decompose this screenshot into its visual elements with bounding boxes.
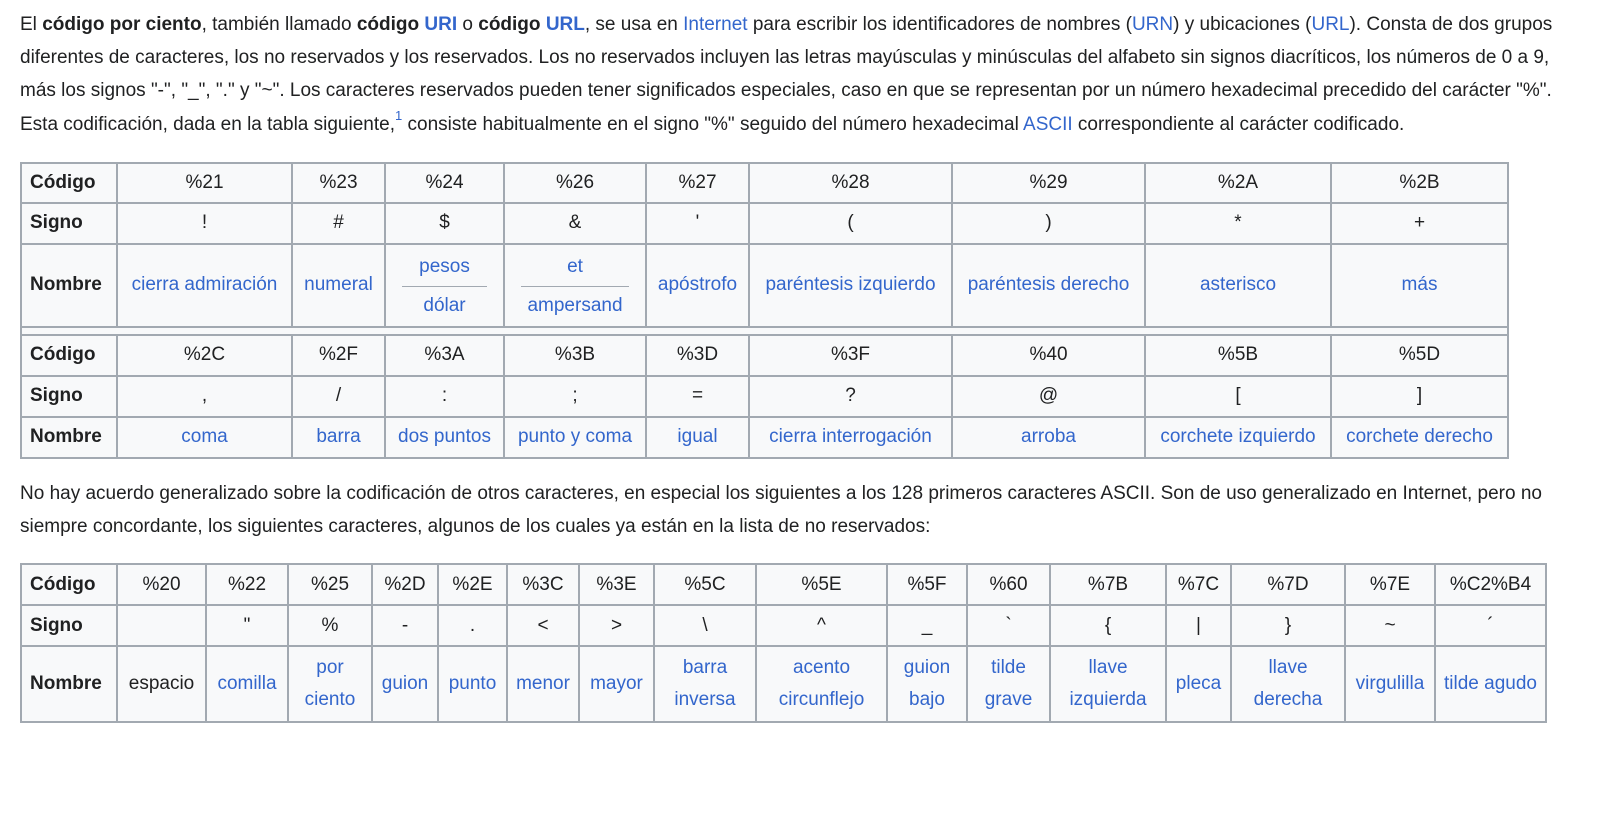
code-cell: %29	[952, 163, 1145, 203]
name-cell	[952, 417, 1145, 458]
code-cell: %7E	[1345, 564, 1435, 605]
sign-row-header: Signo	[21, 203, 117, 244]
character-name-link[interactable]: barra	[316, 426, 361, 448]
character-name-link[interactable]: tilde grave	[984, 657, 1033, 711]
code-cell: %22	[206, 564, 288, 605]
name-cell	[756, 646, 887, 722]
sign-cell	[117, 605, 206, 646]
sign-cell: &	[504, 203, 646, 244]
code-cell: %25	[288, 564, 372, 605]
name-cell	[288, 646, 372, 722]
name-cell	[579, 646, 654, 722]
name-cell	[1145, 244, 1331, 327]
code-row-header: Código	[21, 564, 117, 605]
sign-cell: (	[749, 203, 952, 244]
link-url[interactable]: URL	[1311, 14, 1350, 35]
code-row	[21, 335, 1508, 376]
sign-cell: %	[288, 605, 372, 646]
sign-cell: @	[952, 376, 1145, 417]
character-name-link[interactable]: virgulilla	[1355, 673, 1425, 695]
sign-row	[21, 605, 1546, 646]
sign-cell: :	[385, 376, 504, 417]
character-name-link[interactable]: cierra admiración	[131, 274, 278, 296]
code-cell: %28	[749, 163, 952, 203]
intro-text: o	[457, 14, 479, 35]
character-name-link[interactable]: guion bajo	[903, 657, 951, 711]
link-urn[interactable]: URN	[1131, 14, 1174, 35]
sign-row-header: Signo	[21, 376, 117, 417]
name-cell: espacio	[117, 646, 206, 722]
sign-cell: ^	[756, 605, 887, 646]
character-name-link[interactable]: barra inversa	[674, 657, 736, 711]
name-cell	[952, 244, 1145, 327]
intro-text: ). Consta de dos grupos diferentes de caracteres, los no reservados y los reservados. Los no reservados incluyen las letras mayúsculas y minúsculas del alfabeto sin signos diacríticos, los números de 0 a 9, más los signos "-", "_", "." y "~". Los caracteres reservados pueden tener significados especiales, caso en que se representan por un número hexadecimal precedido del carácter "%". Esta codificación, dada en la tabla siguiente,	[20, 14, 1553, 135]
intro-text: consiste habitualmente en el signo "%" seguido del número hexadecimal	[402, 113, 1024, 135]
name-cell	[1331, 417, 1508, 458]
character-name-link[interactable]: dos puntos	[398, 426, 491, 448]
name-cell-split	[385, 244, 504, 327]
character-name-link[interactable]: numeral	[304, 274, 373, 296]
intro-text: , se usa en	[584, 14, 684, 35]
name-row-header: Nombre	[21, 646, 117, 722]
name-row	[21, 244, 1508, 327]
sign-cell: [	[1145, 376, 1331, 417]
code-cell: %2A	[1145, 163, 1331, 203]
sign-row	[21, 376, 1508, 417]
sign-cell: !	[117, 203, 292, 244]
character-name-link[interactable]: llave derecha	[1253, 657, 1323, 711]
separator-cell	[21, 327, 1508, 335]
character-name-link[interactable]: igual	[677, 426, 718, 448]
block-separator	[21, 327, 1508, 335]
character-name-link[interactable]: dólar	[423, 294, 466, 316]
name-row	[21, 646, 1546, 722]
code-cell: %23	[292, 163, 385, 203]
other-characters-table	[20, 563, 1547, 723]
code-cell: %20	[117, 564, 206, 605]
name-row-header: Nombre	[21, 244, 117, 327]
code-cell: %2B	[1331, 163, 1508, 203]
sign-cell: ;	[504, 376, 646, 417]
name-cell	[206, 646, 288, 722]
sign-cell: +	[1331, 203, 1508, 244]
sign-cell: "	[206, 605, 288, 646]
name-cell	[1145, 417, 1331, 458]
name-cell	[749, 244, 952, 327]
character-name-link[interactable]: paréntesis derecho	[967, 274, 1130, 296]
character-name-link[interactable]: acento circunflejo	[778, 657, 865, 711]
name-cell	[507, 646, 579, 722]
code-row	[21, 163, 1508, 203]
name-cell	[1435, 646, 1546, 722]
sign-cell: |	[1166, 605, 1231, 646]
code-row-header: Código	[21, 163, 117, 203]
character-name-link[interactable]: corchete derecho	[1346, 426, 1493, 448]
link-internet[interactable]: Internet	[683, 14, 748, 35]
name-cell	[1331, 244, 1508, 327]
intro-text: ) y ubicaciones (	[1173, 14, 1312, 35]
sign-cell: >	[579, 605, 654, 646]
code-cell: %5E	[756, 564, 887, 605]
code-cell: %7C	[1166, 564, 1231, 605]
sign-cell: <	[507, 605, 579, 646]
name-cell	[646, 417, 749, 458]
character-name-link[interactable]: tilde agudo	[1444, 673, 1537, 695]
code-row	[21, 564, 1546, 605]
reserved-characters-table	[20, 162, 1509, 459]
link-ascii[interactable]: ASCII	[1023, 113, 1073, 135]
character-name-link[interactable]: et	[567, 255, 583, 277]
character-name-link[interactable]: apóstrofo	[657, 274, 738, 296]
sign-cell: ,	[117, 376, 292, 417]
name-cell	[1231, 646, 1345, 722]
character-name-link[interactable]: corchete izquierdo	[1160, 426, 1316, 448]
code-cell: %3B	[504, 335, 646, 376]
name-cell-split	[504, 244, 646, 327]
sign-cell: ]	[1331, 376, 1508, 417]
code-cell: %3D	[646, 335, 749, 376]
code-cell: %60	[967, 564, 1050, 605]
sign-cell: *	[1145, 203, 1331, 244]
code-cell: %5B	[1145, 335, 1331, 376]
character-name-link[interactable]: menor	[516, 673, 570, 695]
second-paragraph: No hay acuerdo generalizado sobre la codificación de otros caracteres, en especial los siguientes a los 128 primeros caracteres ASCII. Son de uso generalizado en Internet, pero no siempre concordante, los siguientes caracteres, algunos de los cuales ya están en la lista de no reservados:	[20, 482, 1542, 538]
sign-cell: ~	[1345, 605, 1435, 646]
name-cell	[654, 646, 756, 722]
term-codigo-url: código URL	[478, 14, 585, 35]
intro-paragraph	[20, 8, 1580, 141]
name-cell	[887, 646, 967, 722]
code-cell: %21	[117, 163, 292, 203]
name-cell	[504, 417, 646, 458]
sign-cell: )	[952, 203, 1145, 244]
name-cell	[292, 417, 385, 458]
code-cell: %2D	[372, 564, 438, 605]
sign-cell: /	[292, 376, 385, 417]
sign-cell: \	[654, 605, 756, 646]
character-name-link[interactable]: punto	[448, 673, 497, 695]
code-cell: %5C	[654, 564, 756, 605]
sign-cell: =	[646, 376, 749, 417]
name-row-header: Nombre	[21, 417, 117, 458]
sign-cell: -	[372, 605, 438, 646]
character-name-link[interactable]: paréntesis izquierdo	[765, 274, 936, 296]
character-name-link[interactable]: guion	[381, 673, 429, 695]
character-name-link[interactable]: por ciento	[304, 657, 356, 711]
sign-cell: {	[1050, 605, 1166, 646]
code-cell: %7D	[1231, 564, 1345, 605]
name-cell	[1345, 646, 1435, 722]
link-url-bold[interactable]: URL	[545, 14, 585, 35]
character-name-link[interactable]: comilla	[217, 673, 277, 695]
term-codigo-por-ciento: código por ciento	[42, 14, 202, 35]
name-cell	[292, 244, 385, 327]
name-cell	[438, 646, 507, 722]
name-cell	[385, 417, 504, 458]
sign-cell: _	[887, 605, 967, 646]
name-row	[21, 417, 1508, 458]
code-cell: %5D	[1331, 335, 1508, 376]
code-cell: %7B	[1050, 564, 1166, 605]
name-cell	[1166, 646, 1231, 722]
sign-row	[21, 203, 1508, 244]
code-cell: %3E	[579, 564, 654, 605]
character-name-link[interactable]: cierra interrogación	[769, 426, 932, 448]
intro-text: , también llamado	[201, 14, 357, 35]
character-name-link[interactable]: arroba	[1021, 426, 1076, 448]
character-name-link[interactable]: mayor	[590, 673, 643, 695]
sign-cell: `	[967, 605, 1050, 646]
character-name-link[interactable]: asterisco	[1199, 274, 1277, 296]
character-name-link[interactable]: pleca	[1175, 673, 1222, 695]
code-cell: %C2%B4	[1435, 564, 1546, 605]
code-cell: %3C	[507, 564, 579, 605]
name-cell	[372, 646, 438, 722]
name-cell	[117, 417, 292, 458]
intro-text: para escribir los identificadores de nombres (	[747, 14, 1132, 35]
sign-row-header: Signo	[21, 605, 117, 646]
character-name-link[interactable]: ampersand	[527, 294, 623, 316]
code-cell: %27	[646, 163, 749, 203]
name-cell	[117, 244, 292, 327]
code-cell: %24	[385, 163, 504, 203]
reference-1-link[interactable]: 1	[394, 108, 403, 124]
character-name-link[interactable]: punto y coma	[517, 426, 633, 448]
name-cell	[1050, 646, 1166, 722]
intro-text: El	[20, 14, 43, 35]
code-row-header: Código	[21, 335, 117, 376]
sign-cell: #	[292, 203, 385, 244]
code-cell: %40	[952, 335, 1145, 376]
name-cell	[749, 417, 952, 458]
sign-cell: .	[438, 605, 507, 646]
sign-cell: $	[385, 203, 504, 244]
code-cell: %5F	[887, 564, 967, 605]
name-cell	[646, 244, 749, 327]
intro-text: correspondiente al carácter codificado.	[1072, 113, 1405, 135]
link-uri[interactable]: URI	[424, 14, 458, 35]
code-cell: %2C	[117, 335, 292, 376]
sign-cell: }	[1231, 605, 1345, 646]
code-cell: %3A	[385, 335, 504, 376]
sign-cell: ´	[1435, 605, 1546, 646]
name-cell	[967, 646, 1050, 722]
character-name-link[interactable]: pesos	[419, 255, 470, 277]
character-name-link[interactable]: llave izquierda	[1069, 657, 1147, 711]
code-cell: %2F	[292, 335, 385, 376]
sign-cell: ?	[749, 376, 952, 417]
character-name-link[interactable]: más	[1401, 274, 1438, 296]
code-cell: %26	[504, 163, 646, 203]
character-name-link[interactable]: coma	[181, 426, 228, 448]
term-codigo-uri: código URI	[356, 14, 458, 35]
code-cell: %3F	[749, 335, 952, 376]
sign-cell: '	[646, 203, 749, 244]
code-cell: %2E	[438, 564, 507, 605]
